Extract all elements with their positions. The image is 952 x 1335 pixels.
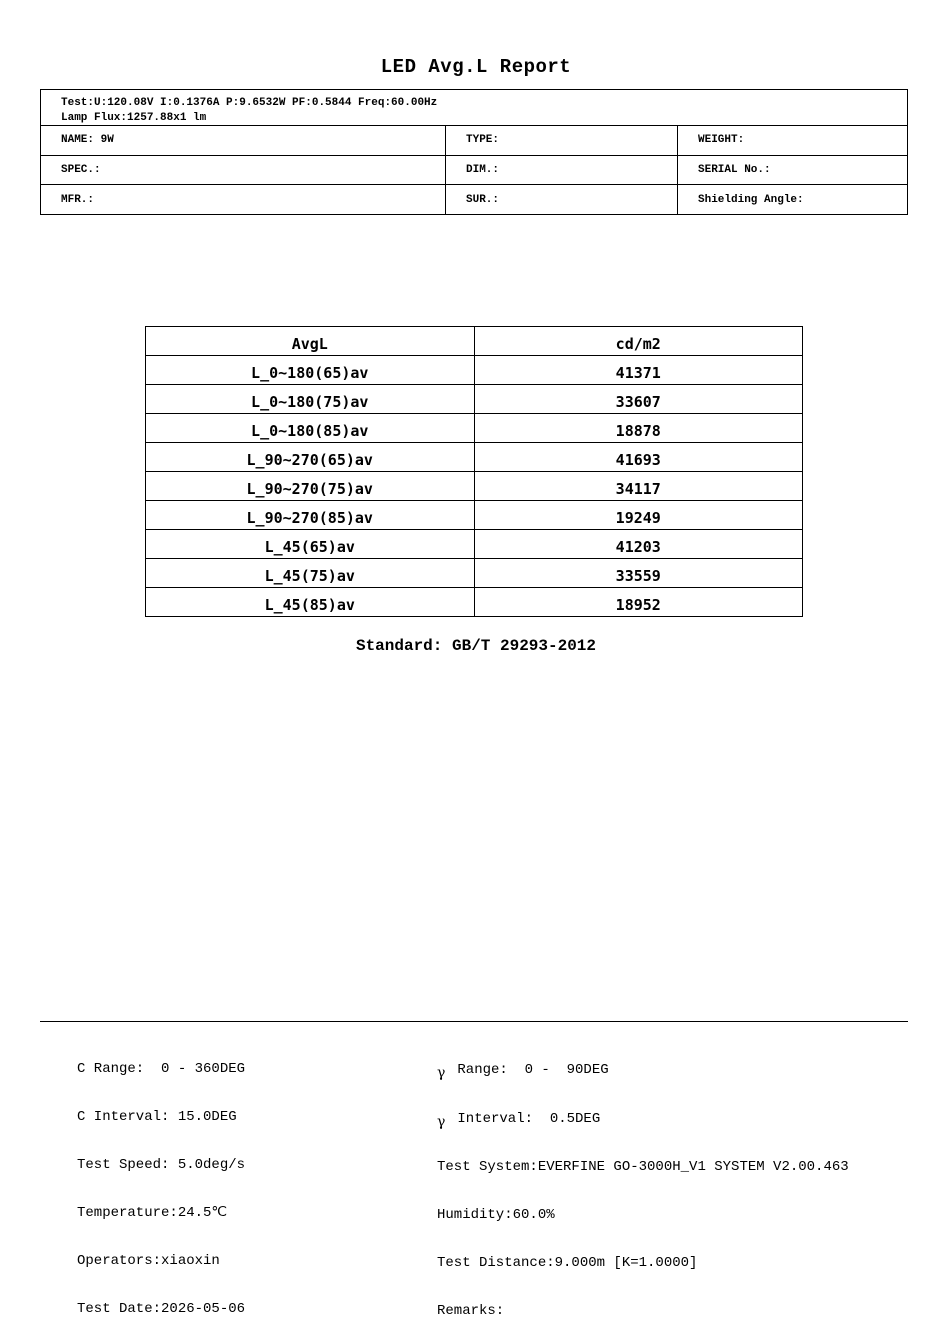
operators: Operators:xiaoxin <box>77 1253 220 1269</box>
footer-right-column <box>437 1029 849 1335</box>
gamma-symbol: γ <box>437 1065 446 1081</box>
row-value: 19249 <box>474 501 803 530</box>
column-header-unit: cd/m2 <box>474 327 803 356</box>
weight-field: WEIGHT: <box>698 134 745 147</box>
lamp-flux-line: Lamp Flux:1257.88x1 lm <box>61 112 207 124</box>
gamma-range: Range: 0 - 90DEG <box>449 1062 609 1078</box>
mfr-field: MFR.: <box>41 185 446 214</box>
footer-divider <box>40 1021 908 1022</box>
row-label: L_90~270(65)av <box>146 443 475 472</box>
row-label: L_45(75)av <box>146 559 475 588</box>
row-value: 41371 <box>474 356 803 385</box>
info-row-1 <box>41 126 907 156</box>
standard-reference: Standard: GB/T 29293-2012 <box>355 637 597 655</box>
type-field: TYPE: <box>446 126 678 155</box>
dim-field: DIM.: <box>446 156 678 185</box>
table-row <box>146 414 803 443</box>
table-row <box>146 356 803 385</box>
row-value: 33559 <box>474 559 803 588</box>
c-range: C Range: 0 - 360DEG <box>77 1061 246 1077</box>
row-value: 34117 <box>474 472 803 501</box>
table-row <box>146 588 803 617</box>
test-conditions <box>41 90 907 126</box>
row-value: 41203 <box>474 530 803 559</box>
shielding-angle-field: Shielding Angle: <box>698 193 804 206</box>
gamma-range-line <box>437 1061 849 1081</box>
test-date: Test Date:2026-05-06 <box>77 1301 246 1317</box>
header-info-table <box>40 89 908 215</box>
row-value: 18952 <box>474 588 803 617</box>
footer-left-column <box>77 1029 245 1333</box>
test-system: Test System:EVERFINE GO-3000H_V1 SYSTEM V2.00.463 <box>437 1159 849 1175</box>
temperature: Temperature:24.5℃ <box>77 1205 228 1221</box>
row-label: L_45(85)av <box>146 588 475 617</box>
info-row-2 <box>41 156 907 186</box>
table-row <box>146 530 803 559</box>
avg-luminance-table <box>145 326 803 617</box>
gamma-interval-line <box>437 1110 849 1130</box>
table-row <box>146 501 803 530</box>
info-row-3 <box>41 185 907 214</box>
row-label: L_45(65)av <box>146 530 475 559</box>
test-electrical-line: Test:U:120.08V I:0.1376A P:9.6532W PF:0.5844 Freq:60.00Hz <box>61 97 438 109</box>
row-label: L_90~270(75)av <box>146 472 475 501</box>
table-row <box>146 385 803 414</box>
row-value: 18878 <box>474 414 803 443</box>
test-speed: Test Speed: 5.0deg/s <box>77 1157 246 1173</box>
table-row <box>146 472 803 501</box>
column-header-avgl: AvgL <box>146 327 475 356</box>
row-label: L_0~180(75)av <box>146 385 475 414</box>
row-label: L_0~180(85)av <box>146 414 475 443</box>
name-field: NAME: 9W <box>41 126 446 155</box>
row-value: 33607 <box>474 385 803 414</box>
test-distance: Test Distance:9.000m [K=1.0000] <box>437 1255 698 1271</box>
table-row <box>146 443 803 472</box>
sur-field: SUR.: <box>446 185 678 214</box>
serial-field: SERIAL No.: <box>698 163 771 176</box>
table-row <box>146 559 803 588</box>
row-label: L_0~180(65)av <box>146 356 475 385</box>
spec-field: SPEC.: <box>41 156 446 185</box>
humidity: Humidity:60.0% <box>437 1207 555 1223</box>
c-interval: C Interval: 15.0DEG <box>77 1109 237 1125</box>
row-label: L_90~270(85)av <box>146 501 475 530</box>
gamma-symbol: γ <box>437 1114 446 1130</box>
remarks: Remarks: <box>437 1303 505 1319</box>
table-header-row <box>146 327 803 356</box>
gamma-interval: Interval: 0.5DEG <box>449 1111 601 1127</box>
report-title: LED Avg.L Report <box>380 56 572 78</box>
row-value: 41693 <box>474 443 803 472</box>
